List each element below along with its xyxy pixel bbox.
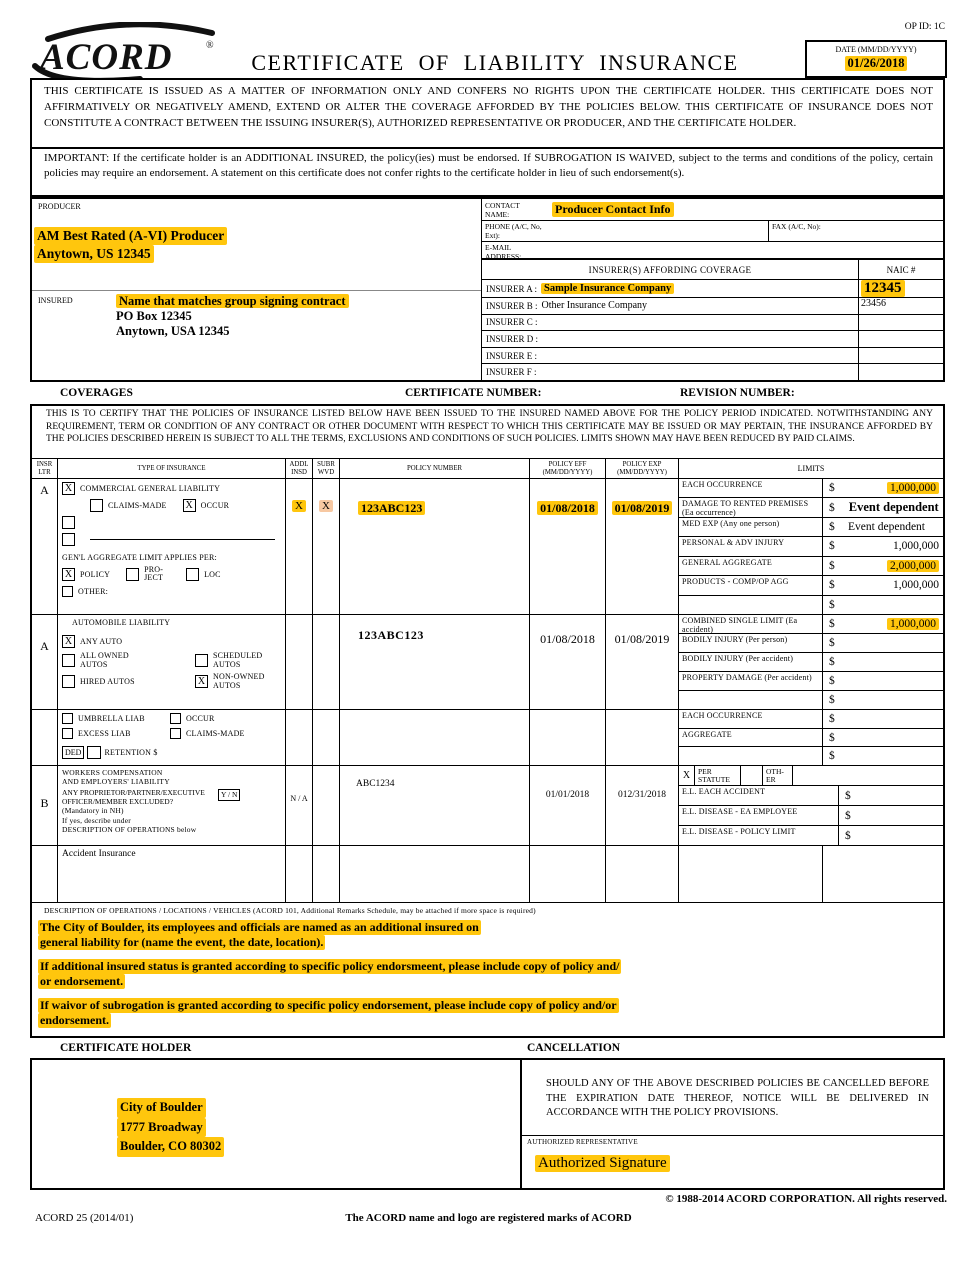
auto-policy-eff: 01/08/2018 — [540, 632, 595, 646]
wc-na-cell: N / A — [285, 766, 312, 845]
col-header-type: TYPE OF INSURANCE — [57, 459, 285, 478]
acord-logo-swoosh-icon — [28, 22, 233, 86]
checkbox-other — [62, 586, 73, 597]
insurer-f-naic-cell — [858, 364, 943, 380]
loc-label: LOC — [204, 569, 221, 579]
limit-blank — [679, 846, 943, 902]
holder-line-3: Boulder, CO 80302 — [117, 1137, 224, 1157]
insured-address-2: Anytown, USA 12345 — [116, 324, 230, 338]
cancellation-cell — [522, 1060, 943, 1188]
claims-made-label: CLAIMS-MADE — [108, 501, 167, 510]
currency-symbol: $ — [829, 501, 835, 514]
description-line: general liability for (name the event, the date, location). — [40, 935, 324, 949]
per-statute-label: PER STATUTE — [695, 766, 741, 785]
cancellation-title: CANCELLATION — [527, 1042, 621, 1054]
auto-policy-exp: 01/08/2019 — [614, 632, 670, 646]
limit-each-occurrence: EACH OCCURRENCE $ — [679, 710, 943, 728]
accident-policy-eff-cell — [529, 846, 605, 902]
currency-symbol: $ — [845, 789, 851, 802]
insurers-header-row — [482, 260, 943, 280]
insurer-b-label: INSURER B : — [486, 300, 538, 311]
auto-policy-number: 123ABC123 — [358, 628, 424, 642]
contact-name-value: Producer Contact Info — [552, 202, 674, 217]
checkbox-umbrella-liab — [62, 713, 73, 724]
currency-symbol: $ — [829, 579, 835, 592]
limit-value: 1,000,000 — [887, 482, 939, 494]
gl-limits-cell — [678, 479, 943, 614]
trademark-text: The ACORD name and logo are registered marks of ACORD — [345, 1212, 632, 1224]
accident-insurance-label: Accident Insurance — [57, 846, 285, 902]
description-line: endorsement. — [40, 1013, 109, 1027]
scheduled-autos-label: SCHEDULED AUTOS — [213, 651, 263, 669]
authorized-representative-label: AUTHORIZED REPRESENTATIVE — [527, 1138, 638, 1146]
coverages-box — [30, 404, 945, 1038]
oth-er-label: OTH- ER — [763, 766, 793, 785]
description-line: If waivor of subrogation is granted according to specific policy endorsement, please include copy of policy and/or — [40, 998, 617, 1012]
currency-symbol: $ — [829, 656, 835, 668]
limit-property-damage: PROPERTY DAMAGE (Per accident) $ — [679, 671, 943, 690]
umbrella-policy-number-cell — [339, 710, 529, 765]
checkbox-occur: X — [183, 499, 196, 512]
currency-symbol: $ — [845, 829, 851, 842]
date-box — [805, 40, 947, 78]
ded-box: DED — [62, 746, 84, 759]
limit-products-compop-agg: PRODUCTS - COMP/OP AGG $ 1,000,000 — [679, 575, 943, 594]
umbrella-limits-cell — [678, 710, 943, 765]
gl-insurer-letter: A — [40, 483, 49, 497]
wc-question: ANY PROPRIETOR/PARTNER/EXECUTIVE OFFICER/MEMBER EXCLUDED? — [62, 788, 205, 806]
important-notice-text: IMPORTANT: If the certificate holder is an ADDITIONAL INSURED, the policy(ies) must be endorsed. If SUBROGATION IS WAIVED, subject to the terms and conditions of the policy, certain policies may require an endorsement. A statement on this certificate does not confer rights to the certificate holder in lieu of such endorsement(s). — [44, 152, 933, 179]
contact-name-label: CONTACT NAME: — [485, 200, 520, 219]
umbrella-liab-label: UMBRELLA LIAB — [78, 714, 145, 723]
checkbox-umbrella-occur — [170, 713, 181, 724]
insurer-f-row — [482, 364, 943, 380]
limit-value: 1,000,000 — [887, 618, 939, 630]
wc-limits-cell — [678, 766, 943, 845]
producer-name: AM Best Rated (A-VI) Producer — [34, 227, 227, 245]
limit-each-occurrence: EACH OCCURRENCE $ 1,000,000 — [679, 479, 943, 497]
checkbox-non-owned-autos: X — [195, 675, 208, 688]
currency-symbol: $ — [829, 482, 835, 495]
accident-addl-insd-cell — [285, 846, 312, 902]
limit-combined-single: COMBINED SINGLE LIMIT (Ea accident) $ 1,000,000 — [679, 615, 943, 633]
insurer-c-row — [482, 315, 943, 332]
holder-cancellation-box — [30, 1058, 945, 1190]
limit-bodily-injury-accident: BODILY INJURY (Per accident) $ — [679, 652, 943, 671]
email-label: E-MAIL ADDRESS: — [485, 243, 522, 261]
currency-symbol: $ — [829, 598, 835, 611]
limit-med-exp: MED EXP (Any one person) $ Event dependent — [679, 517, 943, 536]
currency-symbol: $ — [829, 637, 835, 649]
auto-policy-number-cell — [339, 615, 529, 709]
occur-label: OCCUR — [200, 501, 230, 510]
wc-policy-number: ABC1234 — [356, 779, 395, 789]
non-owned-autos-label: NON-OWNED AUTOS — [213, 672, 265, 690]
currency-symbol: $ — [829, 521, 835, 534]
producer-insurer-box — [30, 197, 945, 382]
holder-line-2: 1777 Broadway — [117, 1118, 206, 1138]
auto-subr-wvd-cell — [312, 615, 339, 709]
limit-el-disease-policy: E.L. DISEASE - POLICY LIMIT $ — [679, 825, 943, 845]
limit-bodily-injury-person: BODILY INJURY (Per person) $ — [679, 633, 943, 652]
gl-policy-exp-cell — [605, 479, 678, 614]
limit-value: 1,000,000 — [893, 579, 939, 592]
acord-logo — [28, 22, 233, 86]
auto-insurer-letter: A — [40, 639, 49, 653]
coverage-row-general-liability — [32, 479, 943, 615]
insurer-e-label: INSURER E : — [486, 350, 538, 361]
authorized-representative-area — [522, 1136, 943, 1188]
accident-insurer-letter — [32, 846, 57, 902]
wc-insurer-letter: B — [40, 796, 49, 810]
auto-policy-exp-cell — [605, 615, 678, 709]
col-header-policy-number: POLICY NUMBER — [339, 459, 529, 478]
producer-label: PRODUCER — [38, 202, 81, 211]
col-header-addl-insd: ADDL INSD — [285, 459, 312, 478]
accident-subr-wvd-cell — [312, 846, 339, 902]
insured-cell — [32, 291, 481, 380]
currency-symbol: $ — [829, 750, 835, 763]
insurer-c-label: INSURER C : — [486, 317, 538, 328]
authorized-signature: Authorized Signature — [535, 1155, 670, 1172]
gl-policy-eff-cell — [529, 479, 605, 614]
umbrella-claims-made-label: CLAIMS-MADE — [186, 729, 245, 738]
coverages-title-row — [30, 384, 945, 404]
limit-per-statute-row — [679, 766, 943, 785]
checkbox-commercial-general-liability: X — [62, 482, 75, 495]
wc-describe-2: DESCRIPTION OF OPERATIONS below — [62, 825, 197, 834]
coverage-row-automobile-liability — [32, 615, 943, 710]
per-statute-mark: X — [679, 766, 695, 785]
svg-text:ACORD: ACORD — [40, 37, 173, 78]
wc-type-cell — [57, 766, 285, 845]
limit-personal-adv-injury: PERSONAL & ADV INJURY $ 1,000,000 — [679, 536, 943, 555]
other-label: OTHER: — [78, 587, 109, 596]
wc-policy-number-cell — [339, 766, 529, 845]
limit-blank — [679, 595, 943, 614]
any-auto-label: ANY AUTO — [80, 637, 123, 646]
limit-value: 2,000,000 — [887, 560, 939, 572]
description-lines — [38, 920, 937, 1028]
coverage-row-accident-insurance — [32, 846, 943, 902]
holder-line-1: City of Boulder — [117, 1098, 206, 1118]
policy-label: POLICY — [80, 569, 111, 579]
insurer-c-naic-cell — [858, 315, 943, 331]
umbrella-subr-wvd-cell — [312, 710, 339, 765]
insurer-d-row — [482, 331, 943, 348]
accident-policy-number-cell — [339, 846, 529, 902]
contact-name-row — [482, 199, 943, 221]
wc-subr-wvd-cell — [312, 766, 339, 845]
insurer-f-label: INSURER F : — [486, 367, 537, 378]
gl-policy-number: 123ABC123 — [358, 501, 425, 515]
auto-limits-cell — [678, 615, 943, 709]
currency-symbol: $ — [829, 731, 835, 744]
disclaimer-text: THIS CERTIFICATE IS ISSUED AS A MATTER OF INFORMATION ONLY AND CONFERS NO RIGHTS UPON THE CERTIFICATE HOLDER. THIS CERTIFICATE DOES NOT AFFIRMATIVELY OR NEGATIVELY AMEND, EXTEND OR ALTER THE COVERAGE AFFORDED BY THE POLICIES BELOW. THIS CERTIFICATE OF INSURANCE DOES NOT CONSTITUTE A CONTRACT BETWEEN THE ISSUING INSURER(S), AUTHORIZED REPRESENTATIVE OR PRODUCER, AND THE CERTIFICATE HOLDER. — [32, 80, 943, 149]
limit-el-each-accident: E.L. EACH ACCIDENT $ — [679, 785, 943, 805]
insurer-b-naic-cell — [858, 298, 943, 314]
date-label: DATE (MM/DD/YYYY) — [835, 45, 917, 54]
accident-policy-exp-cell — [605, 846, 678, 902]
gl-subr-wvd-cell — [312, 479, 339, 614]
insurer-a-row — [482, 280, 943, 298]
insurer-e-row — [482, 348, 943, 365]
insurer-rows — [482, 280, 943, 380]
checkbox-hired-autos — [62, 675, 75, 688]
currency-symbol: $ — [829, 618, 835, 630]
gl-policy-eff: 01/08/2018 — [537, 501, 598, 515]
coverage-row-workers-compensation — [32, 766, 943, 846]
insured-name: Name that matches group signing contract — [116, 294, 349, 308]
description-of-operations-section — [32, 902, 943, 1036]
limit-blank — [679, 690, 943, 709]
umbrella-occur-label: OCCUR — [186, 714, 215, 723]
checkbox-any-auto: X — [62, 635, 75, 648]
gl-addl-insd-cell — [285, 479, 312, 614]
coverage-row-umbrella — [32, 710, 943, 766]
phone-label: PHONE (A/C, No, Ext): — [485, 222, 542, 240]
producer-insured-column — [32, 199, 482, 380]
wc-policy-eff: 01/01/2018 — [545, 790, 590, 800]
producer-value — [34, 227, 227, 263]
gl-policy-number-cell — [339, 479, 529, 614]
notices-box — [30, 78, 945, 197]
checkbox-umbrella-claims-made — [170, 728, 181, 739]
limit-value: Event dependent — [848, 500, 939, 515]
currency-symbol: $ — [829, 540, 835, 553]
limit-blank — [679, 746, 943, 765]
umbrella-policy-exp-cell — [605, 710, 678, 765]
limit-general-aggregate: GENERAL AGGREGATE $ 2,000,000 — [679, 556, 943, 575]
insurer-e-naic-cell — [858, 348, 943, 364]
insurer-d-naic-cell — [858, 331, 943, 347]
gl-divider-line — [90, 539, 275, 540]
copyright-text: © 1988-2014 ACORD CORPORATION. All rights reserved. — [665, 1193, 947, 1205]
umbrella-addl-insd-cell — [285, 710, 312, 765]
insured-label: INSURED — [38, 296, 73, 305]
checkbox-scheduled-autos — [195, 654, 208, 667]
wc-title-2: AND EMPLOYERS' LIABILITY — [62, 777, 170, 786]
retention-label: RETENTION $ — [104, 748, 158, 757]
form-id: ACORD 25 (2014/01) — [35, 1212, 134, 1224]
currency-symbol: $ — [829, 694, 835, 706]
project-label: PRO-JECT — [144, 565, 164, 582]
insurer-a-label: INSURER A : — [486, 283, 538, 294]
limit-value: Event dependent — [848, 521, 925, 534]
gl-policy-exp: 01/08/2019 — [612, 501, 673, 515]
holder-cancellation-title-row — [30, 1040, 945, 1058]
description-line: or endorsement. — [40, 974, 124, 988]
checkbox-ded-blank — [87, 746, 101, 759]
limit-aggregate: AGGREGATE $ — [679, 728, 943, 747]
phone-fax-row — [482, 221, 943, 242]
checkbox-claims-made — [90, 499, 103, 512]
certificate-number-label: CERTIFICATE NUMBER: — [405, 387, 542, 399]
currency-symbol: $ — [845, 809, 851, 822]
certificate-holder-title: CERTIFICATE HOLDER — [60, 1042, 192, 1054]
umbrella-policy-eff-cell — [529, 710, 605, 765]
excess-liab-label: EXCESS LIAB — [78, 729, 131, 738]
wc-mandatory-note: (Mandatory in NH) — [62, 806, 124, 815]
currency-symbol: $ — [829, 712, 835, 725]
auto-title: AUTOMOBILE LIABILITY — [72, 618, 171, 627]
accident-limits-cell — [678, 846, 943, 902]
description-line: The City of Boulder, its employees and officials are named as an additional insured on — [40, 920, 479, 934]
hired-autos-label: HIRED AUTOS — [80, 677, 135, 686]
coverages-title: COVERAGES — [60, 387, 133, 399]
insured-address-1: PO Box 12345 — [116, 309, 192, 323]
gl-addl-insd-mark: X — [292, 500, 306, 512]
limit-value: 1,000,000 — [893, 540, 939, 553]
checkbox-gl-blank-2 — [62, 533, 75, 546]
wc-title-1: WORKERS COMPENSATION — [62, 768, 163, 777]
certify-text: THIS IS TO CERTIFY THAT THE POLICIES OF INSURANCE LISTED BELOW HAVE BEEN ISSUED TO THE INSURED NAMED ABOVE FOR THE POLICY PERIOD INDICATED. NOTWITHSTANDING ANY REQUIREMENT, TERM OR CONDITION OF ANY CONTRACT OR OTHER DOCUMENT WITH RESPECT TO WHICH THIS CERTIFICATE MAY BE ISSUED OR MAY PERTAIN, THE INSURANCE AFFORDED BY THE POLICIES DESCRIBED HEREIN IS SUBJECT TO ALL THE TERMS, EXCLUSIONS AND CONDITIONS OF SUCH POLICIES. LIMITS SHOWN MAY HAVE BEEN REDUCED BY PAID CLAIMS. — [32, 406, 943, 459]
insurer-a-naic-cell — [858, 280, 943, 297]
checkbox-excess-liab — [62, 728, 73, 739]
checkbox-policy: X — [62, 568, 75, 581]
col-header-limits: LIMITS — [678, 459, 943, 478]
checkbox-oth-er — [741, 766, 763, 785]
op-id: OP ID: 1C — [904, 22, 945, 32]
all-owned-autos-label: ALL OWNED AUTOS — [80, 651, 129, 669]
gl-aggregate-label: GEN'L AGGREGATE LIMIT APPLIES PER: — [62, 553, 217, 562]
naic-header: NAIC # — [858, 260, 943, 279]
email-row — [482, 242, 943, 260]
limit-damage-rented: DAMAGE TO RENTED PREMISES (Ea occurrence) $ Event dependent — [679, 497, 943, 516]
col-header-policy-eff: POLICY EFF (MM/DD/YYYY) — [529, 459, 605, 478]
phone-cell — [482, 221, 769, 241]
checkbox-all-owned-autos — [62, 654, 75, 667]
auto-type-cell — [57, 615, 285, 709]
producer-cell — [32, 199, 481, 291]
checkbox-project — [126, 568, 139, 581]
insurer-b-naic: 23456 — [861, 298, 886, 309]
insurer-a-name: Sample Insurance Company — [541, 283, 674, 294]
wc-policy-exp: 012/31/2018 — [617, 790, 667, 800]
producer-address: Anytown, US 12345 — [34, 245, 154, 263]
checkbox-loc — [186, 568, 199, 581]
description-header: DESCRIPTION OF OPERATIONS / LOCATIONS / VEHICLES (ACORD 101, Additional Remarks Schedule, may be attached if more space is required) — [44, 906, 536, 915]
gl-main-label: COMMERCIAL GENERAL LIABILITY — [80, 484, 221, 493]
page-title: CERTIFICATE OF LIABILITY INSURANCE — [251, 50, 739, 75]
wc-yn-box: Y / N — [218, 789, 240, 801]
umbrella-type-cell — [57, 710, 285, 765]
certificate-holder-cell — [32, 1060, 522, 1188]
checkbox-gl-blank-1 — [62, 516, 75, 529]
col-header-subr-wvd: SUBR WVD — [312, 459, 339, 478]
wc-describe-1: If yes, describe under — [62, 816, 131, 825]
currency-symbol: $ — [829, 675, 835, 687]
insurers-affording-coverage-header: INSURER(S) AFFORDING COVERAGE — [588, 265, 752, 275]
currency-symbol: $ — [829, 559, 835, 572]
svg-text:®: ® — [206, 40, 214, 51]
certificate-holder-address — [117, 1098, 224, 1157]
date-value: 01/26/2018 — [845, 56, 908, 71]
insurer-b-row — [482, 298, 943, 315]
limit-el-disease-employee: E.L. DISEASE - EA EMPLOYEE $ — [679, 805, 943, 825]
insurer-d-label: INSURER D : — [486, 333, 539, 344]
gl-type-cell — [57, 479, 285, 614]
insurer-a-naic: 12345 — [861, 280, 905, 297]
contact-insurers-column — [482, 199, 943, 380]
insured-value — [116, 294, 349, 377]
insurer-b-name: Other Insurance Company — [541, 300, 648, 312]
description-line: If additional insured status is granted according to specific policy endorsmeent, please include copy of policy and/ — [40, 959, 620, 973]
gl-subr-wvd-mark: X — [319, 500, 333, 512]
fax-cell — [769, 221, 943, 241]
fax-label: FAX (A/C, No): — [772, 222, 821, 231]
wc-policy-eff-cell — [529, 766, 605, 845]
auto-policy-eff-cell — [529, 615, 605, 709]
auto-addl-insd-cell — [285, 615, 312, 709]
col-header-insr-ltr: INSR LTR — [36, 461, 53, 476]
wc-policy-exp-cell — [605, 766, 678, 845]
col-header-policy-exp: POLICY EXP (MM/DD/YYYY) — [605, 459, 678, 478]
coverage-table-header — [32, 459, 943, 479]
revision-number-label: REVISION NUMBER: — [680, 387, 795, 399]
cancellation-text: SHOULD ANY OF THE ABOVE DESCRIBED POLICIES BE CANCELLED BEFORE THE EXPIRATION DATE THEREOF, NOTICE WILL BE DELIVERED IN ACCORDANCE WITH THE POLICY PROVISIONS. — [522, 1060, 943, 1136]
umbrella-insurer-letter — [32, 710, 57, 765]
